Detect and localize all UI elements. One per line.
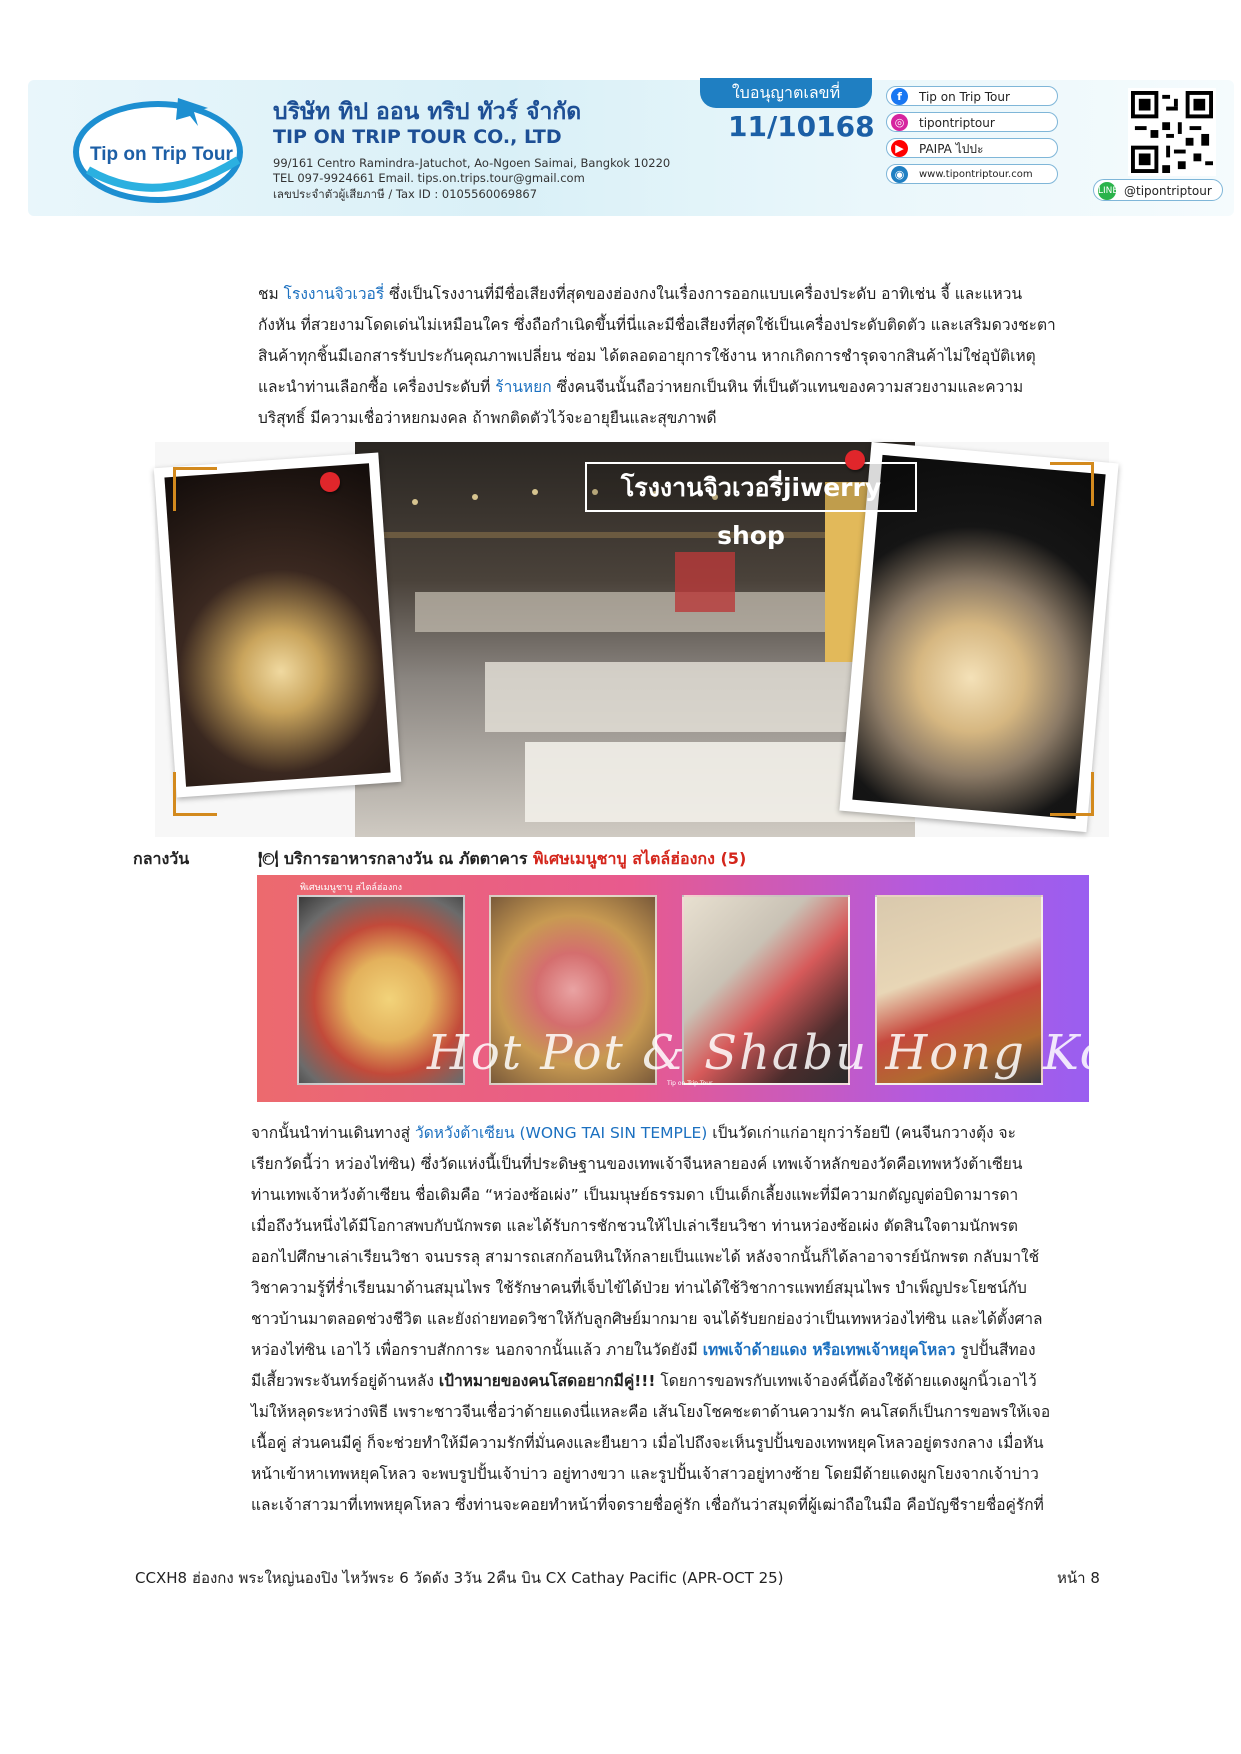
social-label: @tipontriptour (1124, 184, 1212, 198)
text-line: ไม่ให้หลุดระหว่างพิธี เพราะชาวจีนเชื่อว่าด้ายแดงนี่แหละคือ เส้นโยงโชคชะตาด้านความรัก คนโสดก็เป็นการขอพรให้เจอ (251, 1403, 1051, 1421)
company-name-en: TIP ON TRIP TOUR CO., LTD (273, 126, 562, 148)
social-youtube[interactable] (886, 138, 1058, 158)
corner-ornament (1050, 462, 1094, 506)
text-line: วิชาความรู้ที่ร่ำเรียนมาด้านสมุนไพร ใช้รักษาคนที่เจ็บไข้ได้ป่วย ท่านได้ใช้วิชาการแพทย์สมุนไพร บำเพ็ญประโยชน์กับ (251, 1279, 1027, 1297)
corner-ornament (173, 772, 217, 816)
collage-title: โรงงานจิวเวอรี่jiwerry shop (585, 462, 917, 512)
text-line: เมื่อถึงวันหนึ่งได้มีโอกาสพบกับนักพรต และได้รับการชักชวนให้ไปเล่าเรียนวิชา ท่านหว่องซ้อเผ่ง ตัดสินใจตามนักพรต (251, 1217, 1019, 1235)
text-line: ชาวบ้านมาตลอดช่วงชีวิต และยังถ่ายทอดวิชาให้กับลูกศิษย์มากมาย จนได้รับยกย่องว่าเป็นเทพหว่องไท่ซิน และได้ตั้งศาล (251, 1310, 1043, 1328)
jewelry-factory-link: โรงงานจิวเวอรี่ (283, 285, 385, 303)
text-line: เรียกวัดนี้ว่า หว่องไท่ซิน) ซึ่งวัดแห่งนี้เป็นที่ประดิษฐานของเทพเจ้าจีนหลายองค์ เทพเจ้าหลักของวัดคือเทพหวังต้าเซียน (251, 1155, 1023, 1173)
corner-ornament (1050, 772, 1094, 816)
company-address: 99/161 Centro Ramindra-Jatuchot, Ao-Ngoen Saimai, Bangkok 10220 (273, 156, 671, 170)
company-name-th: บริษัท ทิป ออน ทริป ทัวร์ จำกัด (273, 99, 582, 125)
social-label: Tip on Trip Tour (919, 90, 1010, 104)
text-line: สินค้าทุกชิ้นมีเอกสารรับประกันคุณภาพเปลี่ยน ซ่อม ได้ตลอดอายุการใช้งาน หากเกิดการชำรุดจากสินค้าไม่ใช่อุบัติเหตุ (258, 347, 1036, 365)
text-line: กังหัน ที่สวยงามโดดเด่นไม่เหมือนใคร ซึ่งถือกำเนิดขึ้นที่นี่และมีชื่อเสียงที่สุดใช้เป็นเครื่องประดับติดตัว และเสริมดวงชะตา (258, 316, 1056, 334)
hotpot-banner-image (257, 875, 1177, 1102)
text-line: และเจ้าสาวมาที่เทพหยุคโหลว ซึ่งท่านจะคอยทำหน้าที่จดรายชื่อคู่รัก เชื่อกันว่าสมุดที่ผู้เฒ่าถือในมือ คือบัญชีรายชื่อคู่รักที่ (251, 1496, 1044, 1514)
pushpin-icon (320, 472, 340, 492)
license-number: 11/10168 (728, 110, 875, 143)
banner-credit: Tip on Trip Tour (667, 1080, 713, 1087)
lunch-description: 🍽 บริการอาหารกลางวัน ณ ภัตตาคาร พิเศษเมนูชาบู สไตล์ฮ่องกง (5) (258, 849, 747, 868)
jewelry-paragraph (258, 279, 1056, 434)
license-label: ใบอนุญาตเลขที่ (700, 78, 872, 108)
text-line: ท่านเทพเจ้าหวังต้าเซียน ชื่อเดิมคือ “หว่องซ้อเผ่ง” เป็นมนุษย์ธรรมดา เป็นเด็กเลี้ยงแพะที่มีความกตัญญูต่อบิดามารดา (251, 1186, 1019, 1204)
text-line: ออกไปศึกษาเล่าเรียนวิชา จนบรรลุ สามารถเสกก้อนหินให้กลายเป็นแพะได้ หลังจากนั้นก็ได้ลาอาจารย์นักพรต กลับมาใช้ (251, 1248, 1040, 1266)
social-label: www.tipontriptour.com (919, 169, 1033, 180)
header-banner (28, 80, 1234, 216)
jade-shop-link: ร้านหยก (495, 378, 552, 396)
text-line: หน้าเข้าหาเทพหยุคโหลว จะพบรูปปั้นเจ้าบ่าว อยู่ทางขวา และรูปปั้นเจ้าสาวอยู่ทางซ้าย โดยมีด้ายแดงผูกโยงจากเจ้าบ่าว (251, 1465, 1039, 1483)
text-line: และนำท่านเลือกซื้อ เครื่องประดับที่ ร้านหยก ซึ่งคนจีนนั้นถือว่าหยกเป็นหิน ที่เป็นตัวแทนของความสวยงามและความ (258, 378, 1024, 396)
lunch-time-label: กลางวัน (133, 849, 190, 868)
social-facebook[interactable] (886, 86, 1058, 106)
text-line: บริสุทธิ์ มีความเชื่อว่าหยกมงคล ถ้าพกติดตัวไว้จะอายุยืนและสุขภาพดี (258, 409, 717, 427)
facebook-icon: f (891, 88, 908, 105)
social-line[interactable] (1093, 179, 1223, 201)
qr-code[interactable] (1128, 88, 1216, 176)
instagram-icon: ◎ (891, 114, 908, 131)
text-line: มีเสี้ยวพระจันทร์อยู่ด้านหลัง เป้าหมายของคนโสดอยากมีคู่!!! โดยการขอพรกับเทพเจ้าองค์นี้ต้องใช้ด้ายแดงผูกนิ้วเอาไว้ (251, 1372, 1037, 1390)
wong-tai-sin-paragraph (251, 1118, 1050, 1521)
youtube-icon: ▶ (891, 140, 908, 157)
temple-link: วัดหวังต้าเซียน (WONG TAI SIN TEMPLE) (415, 1124, 708, 1142)
special-menu-text: พิเศษเมนูชาบู สไตล์ฮ่องกง (5) (532, 849, 747, 868)
logo-text: Tip on Trip Tour (90, 144, 233, 165)
line-icon: LINE (1098, 182, 1116, 200)
company-contact: TEL 097-9924661 Email. tips.on.trips.tour@gmail.com (273, 171, 585, 185)
text-line: หว่องไท่ซิน เอาไว้ เพื่อกราบสักการะ นอกจากนั้นแล้ว ภายในวัดยังมี เทพเจ้าด้ายแดง หรือเทพเจ้าหยุคโหลว รูปปั้นสีทอง (251, 1341, 1036, 1359)
social-label: tipontriptour (919, 116, 995, 130)
corner-ornament (173, 467, 217, 511)
red-thread-god-link: เทพเจ้าด้ายแดง หรือเทพเจ้าหยุคโหลว (702, 1341, 956, 1359)
meal-icon: 🍽 (258, 849, 279, 868)
jewelry-collage-image (155, 442, 1109, 837)
pushpin-icon (845, 450, 865, 470)
social-label: PAIPA ไปปะ (919, 142, 984, 156)
text-line: เนื้อคู่ ส่วนคนมีคู่ ก็จะช่วยทำให้มีความรักที่มั่นคงและยืนยาว เมื่อไปถึงจะเห็นรูปปั้นของเทพหยุคโหลวอยู่ตรงกลาง เมื่อหัน (251, 1434, 1044, 1452)
company-tax-id: เลขประจำตัวผู้เสียภาษี / Tax ID : 0105560069867 (273, 187, 538, 201)
text-line: จากนั้นนำท่านเดินทางสู่ วัดหวังต้าเซียน (WONG TAI SIN TEMPLE) เป็นวัดเก่าแก่อายุกว่าร้อยปี (คนจีนกวางตุ้ง จะ (251, 1124, 1016, 1142)
page-number: หน้า 8 (1057, 1569, 1100, 1587)
text-line: ชม โรงงานจิวเวอรี่ ซึ่งเป็นโรงงานที่มีชื่อเสียงที่สุดของฮ่องกงในเรื่องการออกแบบเครื่องประดับ อาทิเช่น จี้ และแหวน (258, 285, 1023, 303)
singles-highlight: เป้าหมายของคนโสดอยากมีคู่!!! (438, 1372, 656, 1390)
company-logo (68, 90, 258, 205)
social-website[interactable] (886, 164, 1058, 184)
banner-script-title: Hot Pot & Shabu Hong Kong (427, 1025, 1177, 1081)
web-icon: ◉ (891, 166, 908, 183)
social-instagram[interactable] (886, 112, 1058, 132)
banner-subtitle: พิเศษเมนูชาบู สไตล์ฮ่องกง (300, 883, 403, 893)
footer-program-code: CCXH8 ฮ่องกง พระใหญ่นองปิง ไหว้พระ 6 วัดดัง 3วัน 2คืน บิน CX Cathay Pacific (APR-OCT 25) (135, 1569, 784, 1587)
